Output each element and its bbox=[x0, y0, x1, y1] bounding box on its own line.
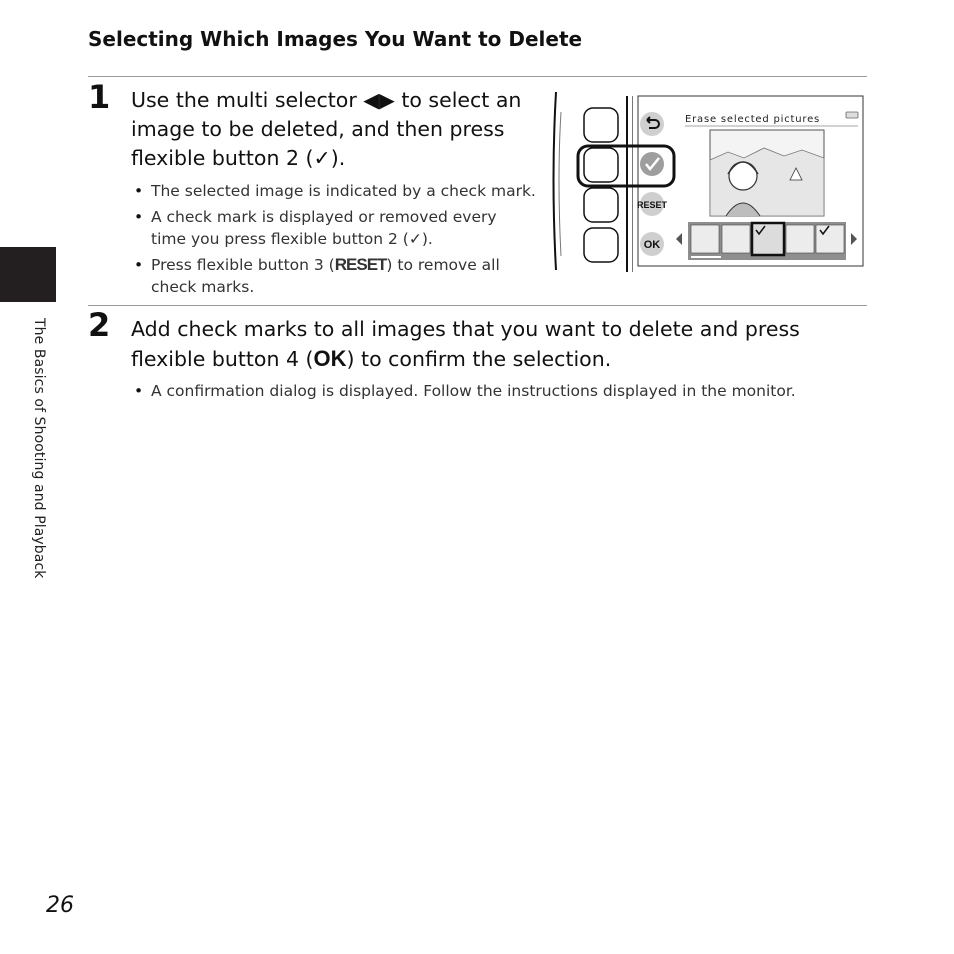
reset-icon: RESET bbox=[334, 255, 387, 274]
bullet-text: A check mark is displayed or removed every time you press flexible button 2 ( bbox=[151, 208, 497, 248]
svg-text:RESET: RESET bbox=[636, 200, 668, 210]
camera-screen-illustration bbox=[548, 88, 866, 272]
svg-text:OK: OK bbox=[643, 239, 661, 251]
step-1-heading-text: Use the multi selector bbox=[131, 88, 364, 112]
step-2-heading bbox=[131, 315, 831, 374]
thumbnail bbox=[691, 225, 719, 253]
thumbnail-selected bbox=[752, 223, 784, 255]
thumbnail bbox=[722, 225, 750, 253]
bullet-text: ) to remove all check marks. bbox=[151, 256, 500, 296]
flexible-button-4 bbox=[584, 228, 618, 262]
back-arrow-icon bbox=[640, 112, 664, 136]
flexible-button-2 bbox=[584, 148, 618, 182]
step-1-number: 1 bbox=[88, 78, 111, 116]
flexible-button-1 bbox=[584, 108, 618, 142]
step-1-heading bbox=[131, 86, 536, 173]
thumbnail bbox=[816, 225, 844, 253]
ok-icon: OK bbox=[313, 346, 347, 371]
bullet-text: A confirmation dialog is displayed. Follow the instructions displayed in the monitor. bbox=[151, 382, 796, 400]
chapter-tab-marker bbox=[0, 247, 56, 302]
screen-title: Erase selected pictures bbox=[685, 114, 821, 125]
check-icon: ✓ bbox=[408, 230, 422, 248]
step-2-heading-text: Add check marks to all images that you want to delete and press flexible button 4 ( bbox=[131, 317, 800, 371]
step-1-heading-text: to select an image to be deleted, and then press flexible button 2 ( bbox=[131, 88, 522, 170]
battery-icon bbox=[846, 112, 858, 118]
list-item bbox=[132, 206, 536, 250]
chapter-label: The Basics of Shooting and Playback bbox=[31, 318, 47, 579]
list-item bbox=[132, 380, 832, 402]
bullet-text: ). bbox=[421, 230, 433, 248]
check-icon: ✓ bbox=[313, 146, 331, 170]
step-2-number: 2 bbox=[88, 306, 111, 344]
bullet-text: The selected image is indicated by a check mark. bbox=[151, 182, 536, 200]
divider-middle bbox=[88, 305, 867, 306]
divider-top bbox=[88, 76, 867, 77]
step-1-heading-text: ). bbox=[330, 146, 346, 170]
section-title: Selecting Which Images You Want to Delete bbox=[88, 27, 583, 51]
flexible-button-3 bbox=[584, 188, 618, 222]
step-1-bullets bbox=[132, 180, 536, 302]
list-item bbox=[132, 254, 536, 298]
step-2-heading-text: ) to confirm the selection. bbox=[346, 347, 612, 371]
page-number: 26 bbox=[46, 893, 74, 918]
checkmark-icon bbox=[640, 152, 664, 176]
multi-selector-left-right-icon: ◀▶ bbox=[363, 88, 395, 112]
thumbnail bbox=[786, 225, 814, 253]
step-2-bullets bbox=[132, 380, 832, 406]
bullet-text: Press flexible button 3 ( bbox=[151, 256, 335, 274]
list-item bbox=[132, 180, 536, 202]
